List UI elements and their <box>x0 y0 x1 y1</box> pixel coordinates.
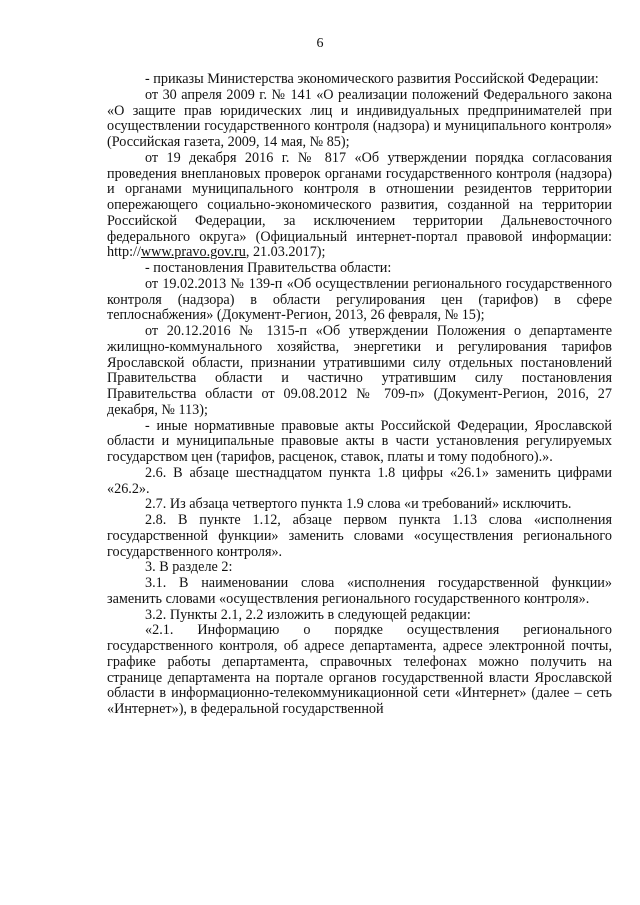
paragraph-order-817-tail: , 21.03.2017); <box>245 244 326 261</box>
paragraph-order-817 <box>107 151 612 261</box>
paragraph-order-817-text: от 19 декабря 2016 г. № 817 «Об утверждении порядка согласования проведения внеплановых проверок органами государственного контроля (надзора) и органами муниципального контроля в отношении резидентов территории опережающего социально-экономического развития, созданной на территории Российской Федерации, за исключением территории Дальневосточного федерального округа» (Официальный интернет-портал правовой информации: http:// <box>107 149 612 261</box>
paragraph-item-3-1: 3.1. В наименовании слова «исполнения государственной функции» заменить словами «осуществления регионального государственного контроля». <box>107 575 612 607</box>
paragraph-item-3-2: 3.2. Пункты 2.1, 2.2 изложить в следующей редакции: <box>145 606 471 623</box>
document-body <box>107 72 612 718</box>
paragraph-section-3: 3. В разделе 2: <box>145 559 233 576</box>
paragraph-other-acts: - иные нормативные правовые акты Российской Федерации, Ярославской области и муниципальные правовые акты в части установления регулируемых государством цен (тарифов, расценок, ставок, платы и тому подобного).». <box>107 417 612 465</box>
paragraph-resolution-139: от 19.02.2013 № 139-п «Об осуществлении регионального государственного контроля (надзора) в области регулирования цен (тарифов) в сфере теплоснабжения» (Документ-Регион, 2013, 26 февраля, № 15); <box>107 275 612 324</box>
paragraph-item-2-7: 2.7. Из абзаца четвертого пункта 1.9 слова «и требований» исключить. <box>145 496 572 513</box>
page-number: 6 <box>316 36 324 51</box>
paragraph-orders-ministry: - приказы Министерства экономического развития Российской Федерации: <box>145 71 599 87</box>
paragraph-resolution-1315: от 20.12.2016 № 1315-п «Об утверждении Положения о департаменте жилищно-коммунального хозяйства, энергетики и регулирования тарифов Ярославской области, признании утратившими силу отдельных постановлений Правительства области и частично утратившим силу постановления Правительства области от 09.08.2012 № 709-п» (Документ-Регион, 2016, 27 декабря, № 113); <box>107 323 612 418</box>
paragraph-item-2-1-quote: «2.1. Информацию о порядке осуществления регионального государственного контроля, об адресе департамента, адресе электронной почты, графике работы департамента, справочных телефонах можно получить на странице департамента на портале органов государственной власти Ярославской области в информационно-телекоммуникационной сети «Интернет» (далее – сеть «Интернет»), в федеральной государственной <box>107 622 612 717</box>
paragraph-item-2-6: 2.6. В абзаце шестнадцатом пункта 1.8 цифры «26.1» заменить цифрами «26.2». <box>107 464 612 497</box>
pravo-gov-link[interactable]: www.pravo.gov.ru <box>140 244 246 261</box>
paragraph-order-141: от 30 апреля 2009 г. № 141 «О реализации положений Федерального закона «О защите прав юридических лиц и индивидуальных предпринимателей при осуществлении государственного контроля (надзора) и муниципального контроля» (Российская газета, 2009, 14 мая, № 85); <box>107 86 612 150</box>
paragraph-item-2-8: 2.8. В пункте 1.12, абзаце первом пункта 1.13 слова «исполнения государственной функции» заменить словами «осуществления регионального государственного контроля». <box>107 512 612 560</box>
paragraph-government-resolutions: - постановления Правительства области: <box>145 260 392 276</box>
